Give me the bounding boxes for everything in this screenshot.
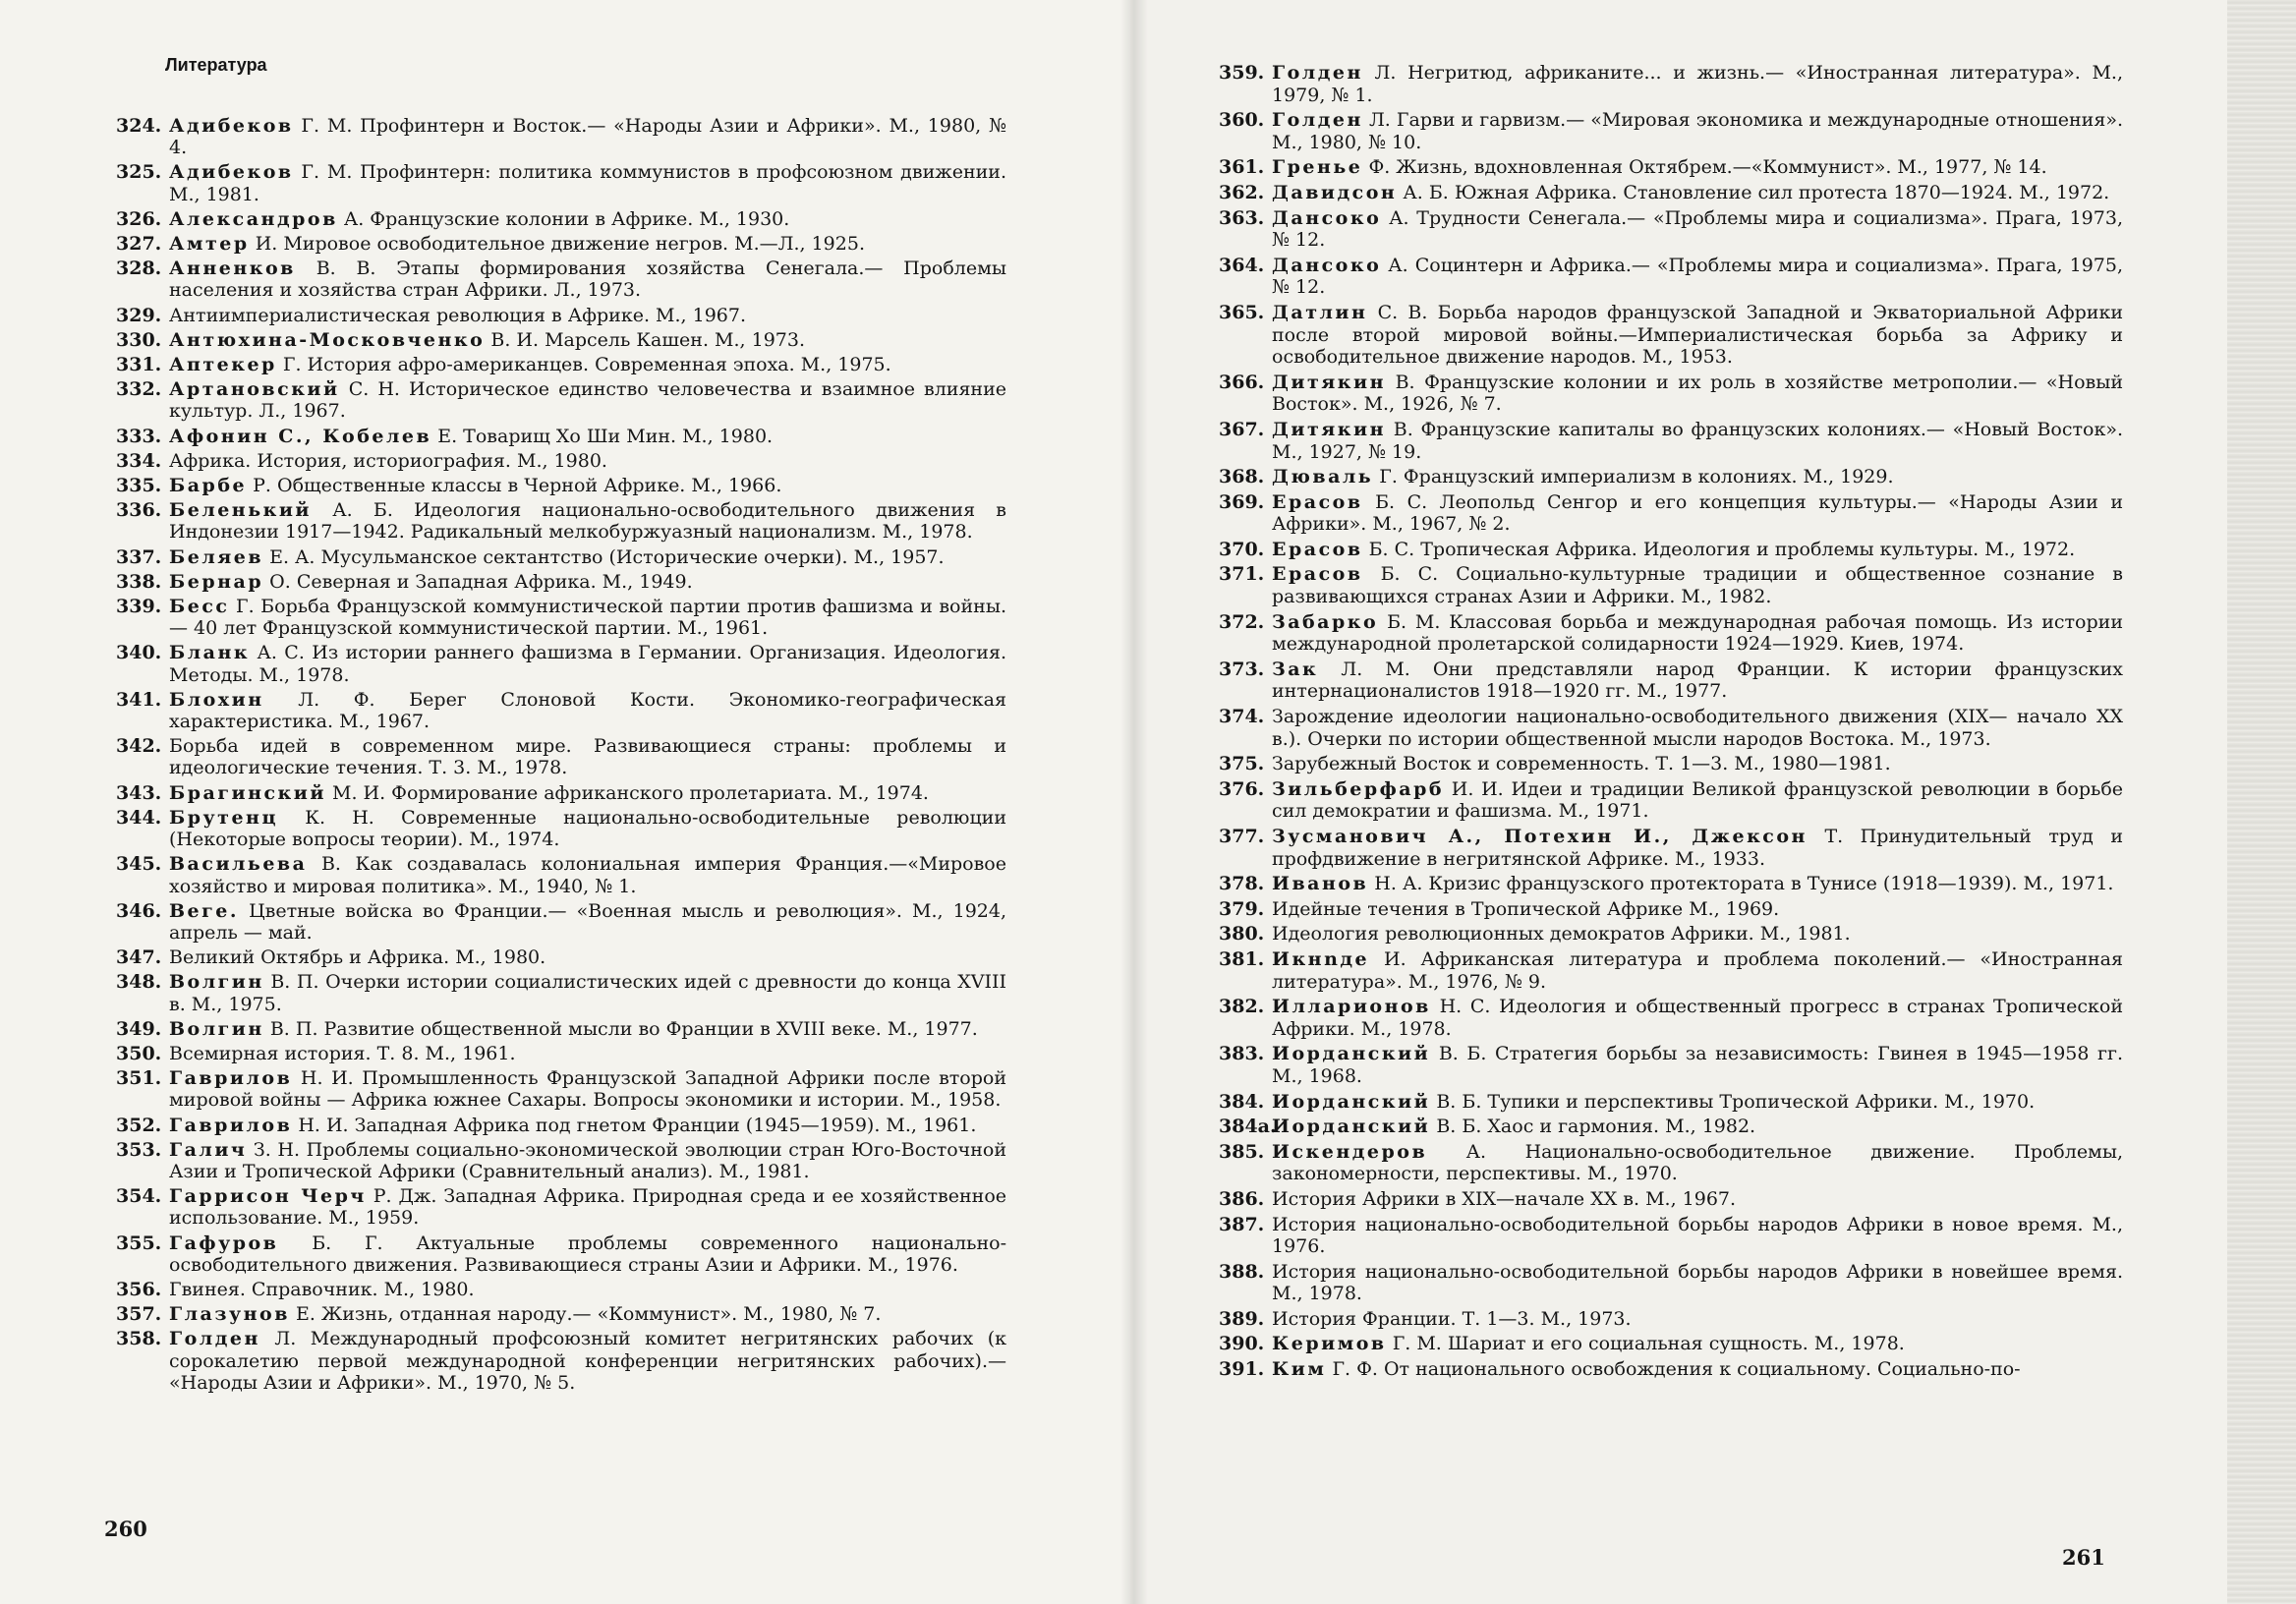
entry-text: Г. М. Профинтерн: политика коммунистов в профсоюзном движении. М., 1981.	[169, 161, 1006, 205]
entry-author: Ерасов	[1272, 563, 1363, 586]
bibliography-entry	[116, 161, 1006, 204]
entry-author: Икнnде	[1272, 947, 1370, 970]
entry-author: Голден	[169, 1328, 260, 1350]
entry-number: 390.	[1219, 1333, 1265, 1355]
bibliography-entry	[1219, 898, 2123, 921]
entry-text: Н. И. Промышленность Французской Западной Африки после второй мировой войны — Африка южнее Сахары. Вопросы экономики и истории. М., 1958.	[169, 1067, 1007, 1112]
bibliography-entry	[116, 782, 1006, 804]
entry-text: Цветные войска во Франции.— «Военная мысль и революция». М., 1924, апрель — май.	[169, 899, 1007, 944]
entry-author: Брагинский	[169, 781, 326, 804]
bibliography-entry	[1219, 62, 2123, 106]
bibliography-entry	[1219, 491, 2123, 536]
entry-number: 369.	[1219, 490, 1265, 513]
page-number-right: 261	[2062, 1545, 2105, 1570]
entry-text: Борьба идей в современном мире. Развивающиеся страны: проблемы и идеологические течения. Т. 3. М., 1978.	[169, 735, 1006, 779]
bibliography-entry	[1219, 1308, 2123, 1331]
entry-text: О. Северная и Западная Африка. М., 1949.	[269, 570, 693, 593]
bibliography-entry	[1219, 1358, 2123, 1381]
entry-number: 371.	[1219, 563, 1265, 586]
entry-number: 341.	[116, 688, 162, 711]
bibliography-entry	[116, 546, 1006, 568]
entry-number: 329.	[116, 304, 162, 326]
entry-number: 355.	[116, 1232, 162, 1254]
entry-number: 324.	[116, 115, 162, 137]
entry-text: А. Социнтерн и Африка.— «Проблемы мира и социализма». Прага, 1975, № 12.	[1272, 254, 2123, 299]
entry-text: Е. Жизнь, отданная народу.— «Коммунист». М., 1980, № 7.	[295, 1303, 882, 1326]
bibliography-entry	[116, 475, 1006, 496]
bibliography-entry	[116, 450, 1006, 472]
entry-number: 363.	[1219, 206, 1265, 229]
entry-number: 348.	[116, 971, 162, 994]
entry-text: М. И. Формирование африканского пролетариата. М., 1974.	[332, 781, 929, 804]
entry-text: Б. М. Классовая борьба и международная рабочая помощь. Из истории международной пролетарской солидарности 1924—1929. Киев, 1974.	[1272, 610, 2123, 656]
entry-number: 336.	[116, 499, 162, 522]
entry-text: С. Н. Историческое единство человечества и взаимное влияние культур. Л., 1967.	[169, 378, 1006, 423]
entry-number: 352.	[116, 1114, 162, 1136]
entry-number: 337.	[116, 545, 162, 568]
bibliography-entry	[1219, 706, 2123, 750]
entry-number: 334.	[116, 449, 162, 472]
bibliography-entry	[116, 426, 1006, 447]
bibliography-entry	[1219, 466, 2123, 488]
entry-author: Дюваль	[1272, 466, 1374, 488]
entry-text: Идейные течения в Тропической Африке М., 1969.	[1272, 897, 1780, 920]
entry-author: Иорданский	[1272, 1116, 1431, 1138]
bibliography-entry	[116, 329, 1006, 351]
bibliography-entry	[116, 689, 1006, 732]
entry-author: Васильева	[169, 853, 308, 876]
entry-number: 382.	[1219, 996, 1265, 1018]
entry-number: 372.	[1219, 610, 1265, 633]
bibliography-entry	[116, 596, 1006, 639]
entry-number: 331.	[116, 354, 162, 376]
book-gutter	[1120, 0, 1148, 1604]
bibliography-entry	[116, 1303, 1006, 1325]
entry-text: Гвинея. Справочник. М., 1980.	[169, 1278, 475, 1300]
bibliography-entry	[1219, 1214, 2123, 1258]
entry-number: 345.	[116, 853, 162, 876]
page-number-left: 260	[104, 1517, 147, 1541]
bibliography-entry	[1219, 563, 2123, 607]
bibliography-entry	[1219, 207, 2123, 252]
bibliography-entry	[116, 1279, 1006, 1300]
entry-text: А. Трудности Сенегала.— «Проблемы мира и социализма». Прага, 1973, № 12.	[1272, 206, 2123, 252]
entry-text: В. Как создавалась колониальная империя Франция.—«Мировое хозяйство и мировая политика». М., 1940, № 1.	[169, 853, 1006, 897]
entry-text: Л. Международный профсоюзный комитет негритянских рабочих (к сорокалетию первой международной конференции негритянских рабочих).— «Народы Азии и Африки». М., 1970, № 5.	[169, 1328, 1006, 1394]
entry-text: Г. М. Профинтерн и Восток.— «Народы Азии и Африки». М., 1980, № 4.	[169, 115, 1006, 159]
entry-text: Т. Принудительный труд и профдвижение в негритянской Африке. М., 1933.	[1272, 826, 2124, 870]
entry-number: 353.	[116, 1138, 162, 1161]
entry-author: Адибеков	[169, 161, 294, 184]
entry-author: Иорданский	[1272, 1043, 1431, 1065]
entry-text: Л. М. Они представляли народ Франции. К истории французских интернационалистов 1918—1920 гг. М., 1977.	[1272, 658, 2123, 703]
entry-author: Голден	[1272, 109, 1363, 132]
entry-author: Гаврилов	[169, 1114, 293, 1136]
bibliography-entry	[1219, 659, 2123, 703]
bibliography-entry	[116, 1018, 1006, 1040]
bibliography-entry	[1219, 109, 2123, 153]
entry-author: Зак	[1272, 658, 1319, 680]
entry-number: 328.	[116, 258, 162, 280]
entry-text: В. Б. Хаос и гармония. М., 1982.	[1436, 1116, 1756, 1138]
bibliography-entry	[116, 233, 1006, 255]
entry-author: Волгин	[169, 1017, 264, 1040]
entry-text: В. Б. Стратегия борьбы за независимость: Гвинея в 1945—1958 гг. М., 1968.	[1272, 1043, 2123, 1087]
entry-number: 344.	[116, 806, 162, 829]
bibliography-entry	[1219, 1261, 2123, 1305]
bibliography-entry	[116, 305, 1006, 326]
entry-text: В. И. Марсель Кашен. М., 1973.	[490, 328, 805, 351]
bibliography-entry	[1219, 873, 2123, 895]
entry-text: Е. А. Мусульманское сектантство (Исторические очерки). М., 1957.	[269, 545, 945, 568]
entry-number: 389.	[1219, 1307, 1265, 1330]
entry-author: Гаврилов	[169, 1067, 293, 1090]
entry-author: Ерасов	[1272, 490, 1363, 513]
entry-number: 347.	[116, 946, 162, 969]
entry-text: История национально-освободительной борьбы народов Африки в новое время. М., 1976.	[1272, 1213, 2123, 1258]
bibliography-entry	[1219, 1333, 2123, 1355]
entry-text: История национально-освободительной борьбы народов Африки в новейшее время. М., 1978.	[1272, 1260, 2123, 1305]
entry-number: 367.	[1219, 418, 1265, 440]
entry-number: 378.	[1219, 873, 1265, 895]
entry-author: Амтер	[169, 233, 250, 256]
entry-number: 377.	[1219, 826, 1265, 847]
entry-number: 386.	[1219, 1187, 1265, 1210]
entry-text: И. И. Идеи и традиции Великой французской революции в борьбе сил демократии и фашизма. М., 1971.	[1272, 777, 2124, 823]
entry-number: 335.	[116, 475, 162, 497]
page-edge	[2227, 0, 2296, 1604]
entry-author: Гафуров	[169, 1232, 279, 1254]
entry-number: 357.	[116, 1303, 162, 1326]
bibliography-entry	[1219, 1116, 2123, 1138]
bibliography-entry	[1219, 923, 2123, 945]
entry-number: 374.	[1219, 706, 1265, 728]
bibliography-entry	[1219, 778, 2123, 823]
entry-author: Зусманович А., Потехин И., Джексон	[1272, 826, 1808, 847]
entry-author: Давидсон	[1272, 181, 1398, 203]
entry-number: 340.	[116, 642, 162, 664]
bibliography-entry	[1219, 948, 2123, 993]
bibliography-entry	[116, 900, 1006, 944]
bibliography-entry	[1219, 996, 2123, 1040]
entry-number: 360.	[1219, 109, 1265, 132]
entry-number: 387.	[1219, 1213, 1265, 1235]
entry-number: 365.	[1219, 301, 1265, 323]
entry-author: Адибеков	[169, 115, 294, 137]
bibliography-entry	[116, 571, 1006, 593]
entry-author: Антюхина-Московченко	[169, 328, 486, 351]
bibliography-entry	[1219, 419, 2123, 463]
entry-author: Искендеров	[1272, 1140, 1428, 1163]
entry-text: К. Н. Современные национально-освободительные революции (Некоторые вопросы теории). М., 1974.	[169, 806, 1006, 851]
entry-text: Зарождение идеологии национально-освободительного движения (XIX— начало XX в.). Очерки по истории общественной мысли народов Востока. М., 1973.	[1272, 706, 2123, 750]
bibliography-entry	[116, 1043, 1006, 1064]
entry-text: А. Б. Идеология национально-освободительного движения в Индонезии 1917—1942. Радикальный мелкобуржуазный национализм. М., 1978.	[169, 499, 1006, 544]
entry-author: Анненков	[169, 258, 296, 280]
entry-text: Зарубежный Восток и современность. Т. 1—3. М., 1980—1981.	[1272, 753, 1891, 775]
entry-text: З. Н. Проблемы социально-экономической эволюции стран Юго-Восточной Азии и Тропической Африки (Сравнительный анализ). М., 1981.	[169, 1138, 1006, 1182]
entry-text: Р. Общественные классы в Черной Африке. М., 1966.	[253, 475, 782, 497]
entry-author: Волгин	[169, 971, 264, 994]
entry-number: 376.	[1219, 777, 1265, 800]
bibliography-entry	[1219, 611, 2123, 656]
entry-author: Датлин	[1272, 301, 1368, 323]
bibliography-entry	[1219, 156, 2123, 179]
entry-author: Глазунов	[169, 1303, 290, 1326]
entry-number: 380.	[1219, 923, 1265, 945]
entry-number: 379.	[1219, 897, 1265, 920]
bibliography-entry	[1219, 753, 2123, 775]
entry-text: Р. Дж. Западная Африка. Природная среда и ее хозяйственное использование. М., 1959.	[169, 1185, 1007, 1230]
entry-number: 326.	[116, 207, 162, 230]
bibliography-entry	[1219, 539, 2123, 561]
entry-text: Б. С. Леопольд Сенгор и его концепция культуры.— «Народы Азии и Африки». М., 1967, № 2.	[1272, 490, 2124, 536]
bibliography-entry	[1219, 1141, 2123, 1185]
entry-text: История Африки в XIX—начале XX в. М., 1967.	[1272, 1187, 1737, 1210]
entry-number: 342.	[116, 735, 162, 758]
bibliography-entry	[116, 1328, 1006, 1394]
entry-text: Великий Октябрь и Африка. М., 1980.	[169, 946, 546, 969]
entry-text: Б. Г. Актуальные проблемы современного национально-освободительного движения. Развивающиеся страны Азии и Африки. М., 1976.	[169, 1232, 1006, 1276]
entry-author: Веге.	[169, 899, 239, 922]
bibliography-left-column	[116, 115, 1006, 1397]
entry-author: Дитякин	[1272, 371, 1387, 393]
entry-number: 332.	[116, 378, 162, 401]
entry-author: Дансоко	[1272, 254, 1382, 276]
running-head: Литература	[165, 55, 267, 75]
bibliography-entry	[116, 853, 1006, 896]
entry-text: Л. Гарви и гарвизм.— «Мировая экономика и международные отношения». М., 1980, № 10.	[1272, 109, 2123, 153]
entry-text: И. Африканская литература и проблема поколений.— «Иностранная литература». М., 1976, № 9.	[1272, 947, 2124, 993]
entry-number: 330.	[116, 328, 162, 351]
entry-number: 381.	[1219, 947, 1265, 970]
entry-number: 368.	[1219, 466, 1265, 488]
entry-author: Бланк	[169, 642, 251, 664]
entry-number: 366.	[1219, 371, 1265, 393]
entry-text: Всемирная история. Т. 8. М., 1961.	[169, 1042, 516, 1064]
bibliography-entry	[1219, 255, 2123, 299]
bibliography-entry	[116, 1115, 1006, 1136]
entry-text: Г. Ф. От национального освобождения к социальному. Социально-по-	[1332, 1358, 2021, 1381]
entry-text: Ф. Жизнь, вдохновленная Октябрем.—«Коммунист». М., 1977, № 14.	[1368, 156, 2047, 179]
entry-text: В. Французские капиталы во французских колониях.— «Новый Восток». М., 1927, № 19.	[1272, 418, 2123, 463]
entry-text: Б. С. Социально-культурные традиции и общественное сознание в развивающихся странах Азии и Африки. М., 1982.	[1272, 563, 2123, 608]
bibliography-entry	[116, 642, 1006, 685]
entry-text: Л. Негритюд, африканите... и жизнь.— «Иностранная литература». М., 1979, № 1.	[1272, 62, 2124, 106]
bibliography-entry	[116, 1067, 1006, 1111]
bibliography-entry	[1219, 1188, 2123, 1211]
entry-author: Брутенц	[169, 806, 278, 829]
entry-number: 375.	[1219, 753, 1265, 775]
entry-author: Забарко	[1272, 610, 1379, 633]
entry-text: А. С. Из истории раннего фашизма в Германии. Организация. Идеология. Методы. М., 1978.	[169, 642, 1006, 686]
entry-number: 364.	[1219, 254, 1265, 276]
entry-author: Гренье	[1272, 156, 1363, 179]
bibliography-entry	[1219, 182, 2123, 204]
bibliography-entry	[116, 946, 1006, 968]
bibliography-entry	[116, 378, 1006, 422]
bibliography-entry	[116, 499, 1006, 543]
bibliography-entry	[1219, 1091, 2123, 1114]
bibliography-entry	[116, 115, 1006, 158]
entry-author: Иванов	[1272, 873, 1369, 895]
entry-number: 359.	[1219, 62, 1265, 84]
bibliography-entry	[1219, 302, 2123, 369]
entry-text: Африка. История, историография. М., 1980.	[169, 449, 607, 472]
entry-text: Н. С. Идеология и общественный прогресс в странах Тропической Африки. М., 1978.	[1272, 996, 2124, 1040]
entry-author: Иорданский	[1272, 1090, 1431, 1113]
bibliography-entry	[116, 807, 1006, 850]
entry-number: 385.	[1219, 1140, 1265, 1163]
entry-author: Ким	[1272, 1358, 1327, 1381]
bibliography-entry	[1219, 826, 2123, 870]
entry-author: Блохин	[169, 688, 264, 711]
entry-number: 370.	[1219, 538, 1265, 560]
entry-number: 325.	[116, 161, 162, 184]
entry-text: Антиимпериалистическая революция в Африке. М., 1967.	[169, 304, 747, 326]
entry-number: 358.	[116, 1328, 162, 1350]
entry-text: Б. С. Тропическая Африка. Идеология и проблемы культуры. М., 1972.	[1368, 538, 2076, 560]
bibliography-entry	[116, 1139, 1006, 1182]
entry-author: Илларионов	[1272, 996, 1431, 1018]
entry-text: В. П. Развитие общественной мысли во Франции в XVIII веке. М., 1977.	[269, 1017, 978, 1040]
entry-author: Ерасов	[1272, 538, 1363, 560]
entry-author: Керимов	[1272, 1333, 1387, 1355]
entry-text: Идеология революционных демократов Африки. М., 1981.	[1272, 923, 1851, 945]
bibliography-entry	[116, 1232, 1006, 1276]
entry-author: Афонин С., Кобелев	[169, 425, 432, 447]
entry-number: 384.	[1219, 1090, 1265, 1113]
bibliography-entry	[116, 208, 1006, 230]
bibliography-entry	[116, 971, 1006, 1014]
entry-text: История Франции. Т. 1—3. М., 1973.	[1272, 1307, 1632, 1330]
entry-text: Г. Французский империализм в колониях. М., 1929.	[1379, 466, 1894, 488]
entry-author: Дансоко	[1272, 206, 1382, 229]
entry-author: Зильберфарб	[1272, 777, 1445, 800]
entry-number: 339.	[116, 596, 162, 618]
bibliography-right-column	[1219, 62, 2123, 1384]
entry-author: Голден	[1272, 62, 1363, 84]
entry-number: 350.	[116, 1042, 162, 1064]
entry-author: Артановский	[169, 378, 340, 401]
entry-author: Бернар	[169, 570, 264, 593]
entry-number: 346.	[116, 899, 162, 922]
entry-text: С. В. Борьба народов французской Западной и Экваториальной Африки после второй мировой войны.—Империалистическая борьба за Африку и освободительное движение народов. М., 1953.	[1272, 301, 2123, 369]
entry-text: Г. История афро-американцев. Современная эпоха. М., 1975.	[282, 354, 891, 376]
bibliography-entry	[116, 1185, 1006, 1229]
entry-number: 388.	[1219, 1260, 1265, 1283]
entry-text: А. Б. Южная Африка. Становление сил протеста 1870—1924. М., 1972.	[1403, 181, 2110, 203]
entry-number: 384а.	[1219, 1116, 1277, 1138]
entry-text: Г. Борьба Французской коммунистической партии против фашизма и войны.— 40 лет Французской коммунистической партии. М., 1961.	[169, 596, 1006, 640]
entry-number: 333.	[116, 425, 162, 447]
entry-author: Беляев	[169, 545, 264, 568]
bibliography-entry	[116, 354, 1006, 375]
entry-number: 349.	[116, 1017, 162, 1040]
entry-number: 356.	[116, 1278, 162, 1300]
entry-author: Гаррисон Черч	[169, 1185, 367, 1208]
entry-text: В. Французские колонии и их роль в хозяйстве метрополии.— «Новый Восток». М., 1926, № 7.	[1272, 371, 2123, 416]
entry-text: А. Французские колонии в Африке. М., 1930.	[343, 207, 790, 230]
entry-number: 383.	[1219, 1043, 1265, 1065]
entry-author: Дитякин	[1272, 418, 1387, 440]
entry-number: 361.	[1219, 156, 1265, 179]
entry-number: 338.	[116, 570, 162, 593]
entry-author: Бесс	[169, 596, 230, 618]
entry-number: 351.	[116, 1067, 162, 1090]
entry-number: 373.	[1219, 658, 1265, 680]
entry-number: 354.	[116, 1185, 162, 1208]
entry-text: А. Национально-освободительное движение. Проблемы, закономерности, перспективы. М., 1970.	[1272, 1140, 2123, 1185]
entry-text: В. П. Очерки истории социалистических идей с древности до конца XVIII в. М., 1975.	[169, 971, 1006, 1015]
entry-text: В. В. Этапы формирования хозяйства Сенегала.— Проблемы населения и хозяйства стран Африки. Л., 1973.	[169, 258, 1006, 302]
entry-number: 343.	[116, 781, 162, 804]
entry-author: Александров	[169, 207, 338, 230]
entry-number: 362.	[1219, 181, 1265, 203]
entry-text: Е. Товарищ Хо Ши Мин. М., 1980.	[437, 425, 774, 447]
entry-text: Г. М. Шариат и его социальная сущность. М., 1978.	[1392, 1333, 1905, 1355]
entry-text: В. Б. Тупики и перспективы Тропической Африки. М., 1970.	[1436, 1090, 2036, 1113]
entry-author: Беленький	[169, 499, 313, 522]
entry-author: Барбе	[169, 475, 248, 497]
entry-text: Н. И. Западная Африка под гнетом Франции (1945—1959). М., 1961.	[298, 1114, 977, 1136]
entry-author: Галич	[169, 1138, 248, 1161]
bibliography-entry	[1219, 1043, 2123, 1087]
entry-text: Н. А. Кризис французского протектората в Тунисе (1918—1939). М., 1971.	[1374, 873, 2114, 895]
bibliography-entry	[116, 258, 1006, 301]
bibliography-entry	[1219, 372, 2123, 416]
bibliography-entry	[116, 735, 1006, 778]
entry-number: 391.	[1219, 1358, 1265, 1381]
entry-text: И. Мировое освободительное движение негров. М.—Л., 1925.	[255, 233, 865, 256]
entry-number: 327.	[116, 233, 162, 256]
entry-author: Аптекер	[169, 354, 277, 376]
entry-text: Л. Ф. Берег Слоновой Кости. Экономико-географическая характеристика. М., 1967.	[169, 688, 1006, 733]
